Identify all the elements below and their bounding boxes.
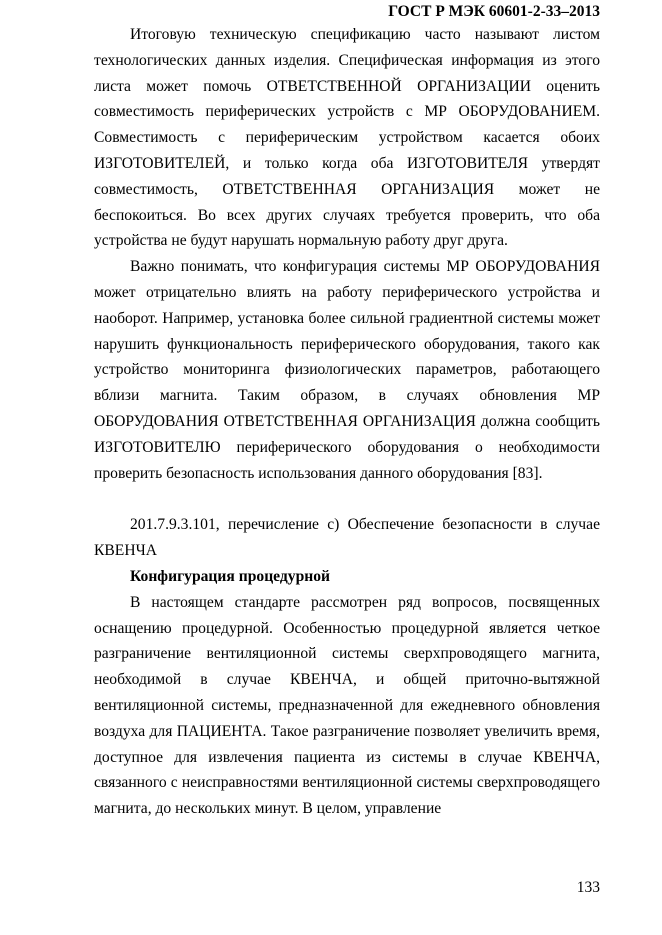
- section-heading-procedure-room: Конфигурация процедурной: [130, 567, 331, 585]
- clause-heading: 201.7.9.3.101, перечисление с) Обеспечение безопасности в случае КВЕНЧА: [94, 516, 600, 560]
- paragraph-technical-specification: Итоговую техническую спецификацию часто называют листом технологических данных изделия. Специфическая информация из этого листа может помочь ОТВЕТСТВЕННОЙ ОРГАНИЗАЦИИ оценить совместимость периферических устройств с МР ОБОРУДОВАНИЕМ. Совместимость с периферическим устройством касается обоих ИЗГОТОВИТЕЛЕЙ, и только когда оба ИЗГОТОВИТЕЛЯ утвердят совместимость, ОТВЕТСТВЕННАЯ ОРГАНИЗАЦИЯ может не беспокоиться. Во всех других случаях требуется проверить, что оба устройства не будут нарушать нормальную работу друг друга.: [94, 26, 600, 250]
- paragraph-procedure-room: В настоящем стандарте рассмотрен ряд вопросов, посвященных оснащению процедурной. Особенностью процедурной является четкое разграничение вентиляционной системы сверхпроводящего магнита, необходимой в случае КВЕНЧА, и общей приточно-вытяжной вентиляционной системы, предназначенной для ежедневного обновления воздуха для ПАЦИЕНТА. Такое разграничение позволяет увеличить время, доступное для извлечения пациента из системы в случае КВЕНЧА, связанного с неисправностями вентиляционной системы сверхпроводящего магнита, до нескольких минут. В целом, управление: [94, 593, 600, 818]
- document-header: ГОСТ Р МЭК 60601-2-33–2013: [388, 3, 600, 20]
- paragraph-mr-configuration: Важно понимать, что конфигурация системы МР ОБОРУДОВАНИЯ может отрицательно влиять на работу периферического устройства и наоборот. Например, установка более сильной градиентной системы может нарушить функциональность периферического оборудования, такого как устройство мониторинга физиологических параметров, работающего вблизи магнита. Таким образом, в случаях обновления МР ОБОРУДОВАНИЯ ОТВЕТСТВЕННАЯ ОРГАНИЗАЦИЯ должна сообщить ИЗГОТОВИТЕЛЮ периферического оборудования о необходимости проверить безопасность использования данного оборудования [83].: [94, 258, 600, 482]
- page-number: 133: [576, 879, 600, 896]
- document-body: [94, 22, 600, 822]
